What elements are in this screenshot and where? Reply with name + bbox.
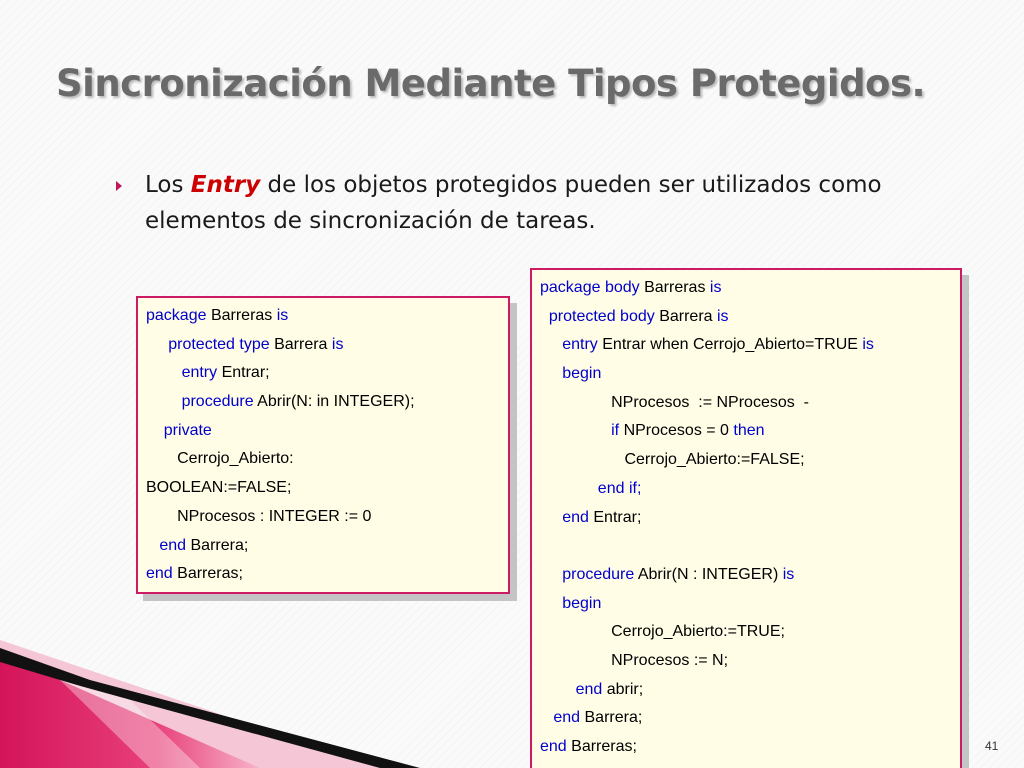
code-keyword: procedure xyxy=(181,393,254,411)
code-text: Cerrojo_Abierto:=TRUE; xyxy=(540,623,785,641)
code-line xyxy=(540,475,960,504)
code-line xyxy=(146,445,508,474)
code-line xyxy=(540,446,960,475)
code-text: BOOLEAN:=FALSE; xyxy=(146,479,292,497)
slide-title: Sincronización Mediante Tipos Protegidos. xyxy=(56,62,926,105)
code-keyword: is xyxy=(276,307,289,324)
code-keyword: end xyxy=(146,565,173,583)
code-line xyxy=(146,417,508,446)
code-keyword: end xyxy=(575,680,603,698)
code-text: Barreras xyxy=(639,279,710,296)
code-line xyxy=(540,274,960,303)
code-keyword: end xyxy=(540,738,567,755)
code-text: Entrar; xyxy=(217,364,270,382)
code-text: Abrir(N : INTEGER) xyxy=(634,565,783,583)
code-keyword: end xyxy=(553,709,581,727)
code-line xyxy=(540,389,960,418)
code-line xyxy=(540,647,960,676)
code-text xyxy=(146,364,182,381)
code-text xyxy=(540,365,562,382)
code-text: Entrar when Cerrojo_Abierto=TRUE xyxy=(597,336,863,354)
code-text xyxy=(540,709,553,726)
code-line xyxy=(146,560,508,589)
code-keyword: procedure xyxy=(562,565,635,583)
code-line xyxy=(540,360,960,389)
code-line xyxy=(146,302,508,331)
bullet-suffix: de los objetos protegidos pueden ser utilizados como elementos de sincronización de tareas. xyxy=(145,172,882,234)
code-text xyxy=(146,336,168,353)
code-text: Barreras xyxy=(206,307,277,324)
code-text xyxy=(540,336,562,353)
code-line xyxy=(540,704,960,733)
code-text: NProcesos := NProcesos - xyxy=(540,393,809,411)
code-keyword: is xyxy=(782,565,795,583)
package-body-code-box xyxy=(530,268,962,768)
code-keyword: is xyxy=(862,336,874,354)
code-text: Barreras; xyxy=(566,738,637,755)
code-keyword: is xyxy=(331,335,344,353)
bullet-prefix: Los xyxy=(145,172,191,198)
code-line xyxy=(540,417,960,446)
code-text: Barrera xyxy=(269,335,332,353)
decorative-swoosh xyxy=(0,640,540,768)
code-text xyxy=(540,308,549,325)
code-text: Abrir(N: in INTEGER); xyxy=(253,393,415,411)
code-text: Barreras; xyxy=(172,565,243,583)
code-keyword: end if; xyxy=(597,479,642,497)
package-spec-code-box xyxy=(136,296,510,594)
code-keyword: then xyxy=(733,422,765,440)
code-text: NProcesos = 0 xyxy=(619,422,734,440)
code-keyword: end xyxy=(562,508,589,526)
code-line xyxy=(146,388,508,417)
code-keyword: private xyxy=(163,421,212,439)
code-text: Barrera xyxy=(654,307,717,325)
code-keyword: is xyxy=(717,307,729,325)
code-text: Cerrojo_Abierto: xyxy=(146,450,294,468)
code-keyword: end xyxy=(159,536,187,554)
code-line xyxy=(540,676,960,705)
code-keyword: begin xyxy=(562,594,602,612)
code-text: Entrar; xyxy=(588,508,642,526)
code-text xyxy=(540,595,562,612)
code-keyword: entry xyxy=(181,364,218,382)
code-text xyxy=(146,422,164,439)
code-text xyxy=(146,537,159,554)
code-text: NProcesos : INTEGER := 0 xyxy=(146,507,372,525)
code-text xyxy=(540,480,598,497)
code-text xyxy=(540,681,576,698)
code-text: Barrera; xyxy=(580,709,643,727)
code-line xyxy=(540,532,960,561)
code-keyword: package xyxy=(146,307,207,324)
bullet-text xyxy=(145,167,945,239)
code-keyword: is xyxy=(709,279,722,296)
code-line xyxy=(540,561,960,590)
code-line xyxy=(540,303,960,332)
code-keyword: package body xyxy=(540,279,640,296)
code-keyword: begin xyxy=(562,365,602,383)
code-text xyxy=(146,393,182,410)
code-line xyxy=(540,331,960,360)
bullet-arrow-icon xyxy=(116,181,122,191)
code-line xyxy=(146,503,508,532)
code-line xyxy=(540,733,960,762)
slide-number: 41 xyxy=(985,739,999,753)
entry-keyword: Entry xyxy=(190,172,261,198)
code-text xyxy=(540,566,562,583)
code-text: Cerrojo_Abierto:=FALSE; xyxy=(540,451,805,469)
code-text: abrir; xyxy=(602,680,644,698)
code-text: Barrera; xyxy=(186,536,249,554)
code-text xyxy=(540,509,562,526)
code-text xyxy=(540,422,611,439)
code-line xyxy=(146,359,508,388)
code-text: NProcesos := N; xyxy=(540,651,729,669)
code-line xyxy=(146,532,508,561)
code-line xyxy=(146,331,508,360)
code-keyword: protected body xyxy=(548,307,655,325)
code-line xyxy=(540,618,960,647)
code-line xyxy=(540,504,960,533)
code-keyword: entry xyxy=(562,336,598,354)
code-keyword: if xyxy=(611,422,620,440)
code-line xyxy=(146,474,508,503)
code-line xyxy=(540,590,960,619)
code-keyword: protected type xyxy=(168,335,270,353)
